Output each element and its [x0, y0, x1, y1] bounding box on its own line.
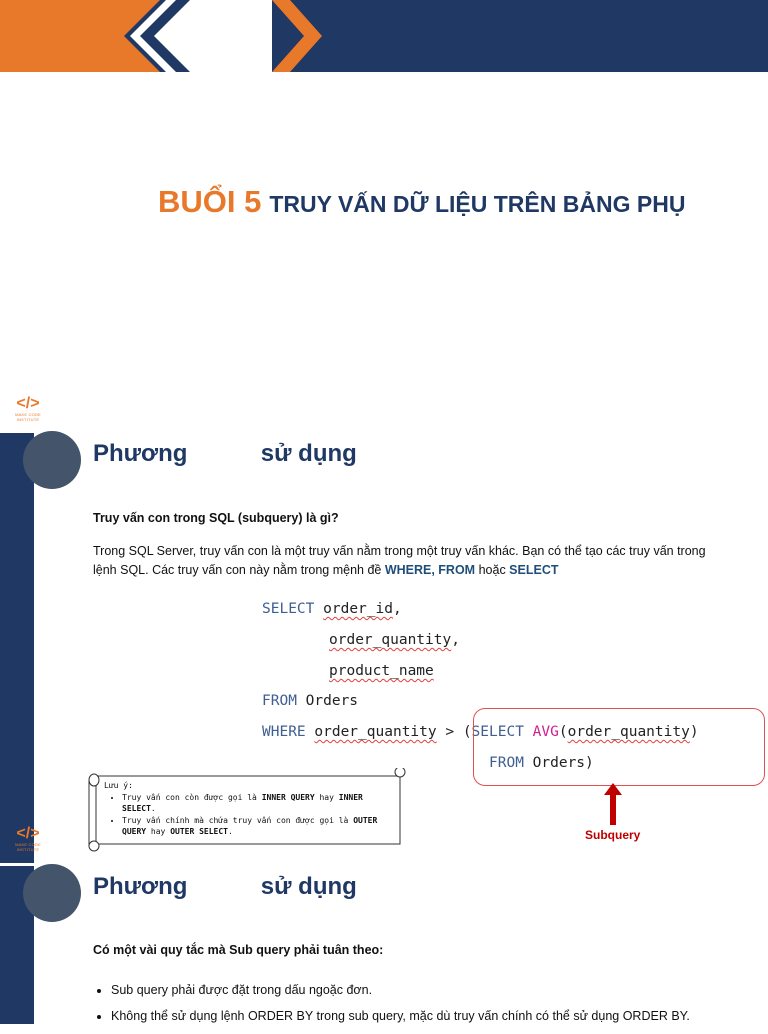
code-function: AVG — [532, 724, 559, 740]
slide-sidebar — [0, 433, 34, 863]
description-conjunction: hoặc — [475, 563, 510, 577]
code-line-4 — [262, 693, 358, 709]
code-brackets-icon: </> — [16, 395, 40, 412]
note-term: INNER QUERY — [261, 792, 315, 802]
code-punct: ( — [462, 724, 472, 740]
subquery-label: Subquery — [585, 828, 641, 842]
code-line-1 — [262, 601, 402, 617]
code-line-3 — [329, 663, 434, 679]
slide-heading: Phương sử dụng — [93, 873, 357, 900]
top-banner — [0, 0, 768, 72]
code-keyword: FROM — [489, 755, 524, 771]
note-term: OUTER SELECT — [170, 827, 228, 836]
code-column: product_name — [329, 663, 434, 679]
code-table: Orders — [532, 755, 586, 771]
code-keyword: WHERE — [262, 724, 306, 740]
note-term: OUTER QUERY — [122, 815, 378, 836]
institute-logo — [4, 396, 52, 422]
code-keyword: SELECT — [262, 601, 315, 617]
note-text: hay — [146, 827, 171, 836]
logo-text: MAKE CODE INSTITUTE — [15, 412, 41, 422]
code-column: order_id — [323, 601, 393, 617]
slide-circle-decoration — [23, 431, 81, 489]
note-content — [104, 780, 400, 838]
rule-item: • Sub query phải được đặt trong dấu ngoặc đơn. — [111, 982, 763, 998]
up-arrow-icon — [603, 783, 623, 825]
subquery-question: Truy vấn con trong SQL (subquery) là gì? — [93, 511, 339, 525]
note-text: Truy vấn chính mà chứa truy vấn con được gọi là — [122, 815, 354, 825]
institute-logo — [4, 826, 52, 852]
keyword-select: SELECT — [509, 563, 559, 577]
code-punct: , — [451, 632, 460, 648]
slide-circle-decoration — [23, 864, 81, 922]
lesson-topic: TRUY VẤN DỮ LIỆU TRÊN BẢNG PHỤ — [269, 191, 686, 217]
code-punct: , — [392, 601, 402, 617]
lesson-number: BUỔI 5 — [158, 184, 262, 219]
code-keyword: FROM — [262, 693, 297, 709]
code-brackets-icon: </> — [16, 825, 40, 842]
lesson-title — [158, 184, 685, 220]
description-line-2 — [93, 561, 753, 580]
code-keyword: SELECT — [471, 724, 524, 740]
note-item — [122, 815, 400, 838]
logo-text: MAKE CODE INSTITUTE — [15, 842, 41, 852]
note-text: hay — [314, 792, 339, 802]
note-text: Truy vấn con còn được gọi là — [122, 792, 262, 802]
code-column: order_quantity — [329, 632, 452, 648]
keyword-where-from: WHERE, FROM — [384, 563, 476, 577]
note-item — [122, 792, 400, 815]
slide-heading: Phương sử dụng — [93, 440, 357, 467]
note-term: INNER SELECT — [122, 792, 363, 813]
subquery-highlight-box — [473, 708, 765, 786]
code-table: Orders — [305, 693, 359, 709]
description-line-1: Trong SQL Server, truy vấn con là một truy vấn nằm trong một truy vấn khác. Bạn có thể tạo các truy vấn trong — [93, 544, 706, 558]
subquery-description — [93, 542, 753, 580]
note-title: Lưu ý: — [104, 781, 133, 790]
rules-intro: Có một vài quy tắc mà Sub query phải tuân theo: — [93, 943, 384, 957]
note-text: . — [227, 827, 233, 836]
code-column: order_quantity — [314, 724, 437, 740]
note-text: . — [150, 804, 156, 813]
description-text: lệnh SQL. Các truy vấn con này nằm trong mệnh đề — [93, 563, 385, 577]
rule-item: • Không thể sử dụng lệnh ORDER BY trong sub query, mặc dù truy vấn chính có thể sử dụng ORDER BY. — [111, 1008, 763, 1024]
code-punct: ) — [585, 755, 594, 771]
code-operator: > — [445, 724, 455, 740]
code-line-2 — [329, 632, 460, 648]
code-punct: ( — [558, 724, 568, 740]
rules-list — [93, 982, 763, 1034]
code-punct: ) — [689, 724, 699, 740]
code-column: order_quantity — [567, 724, 690, 740]
